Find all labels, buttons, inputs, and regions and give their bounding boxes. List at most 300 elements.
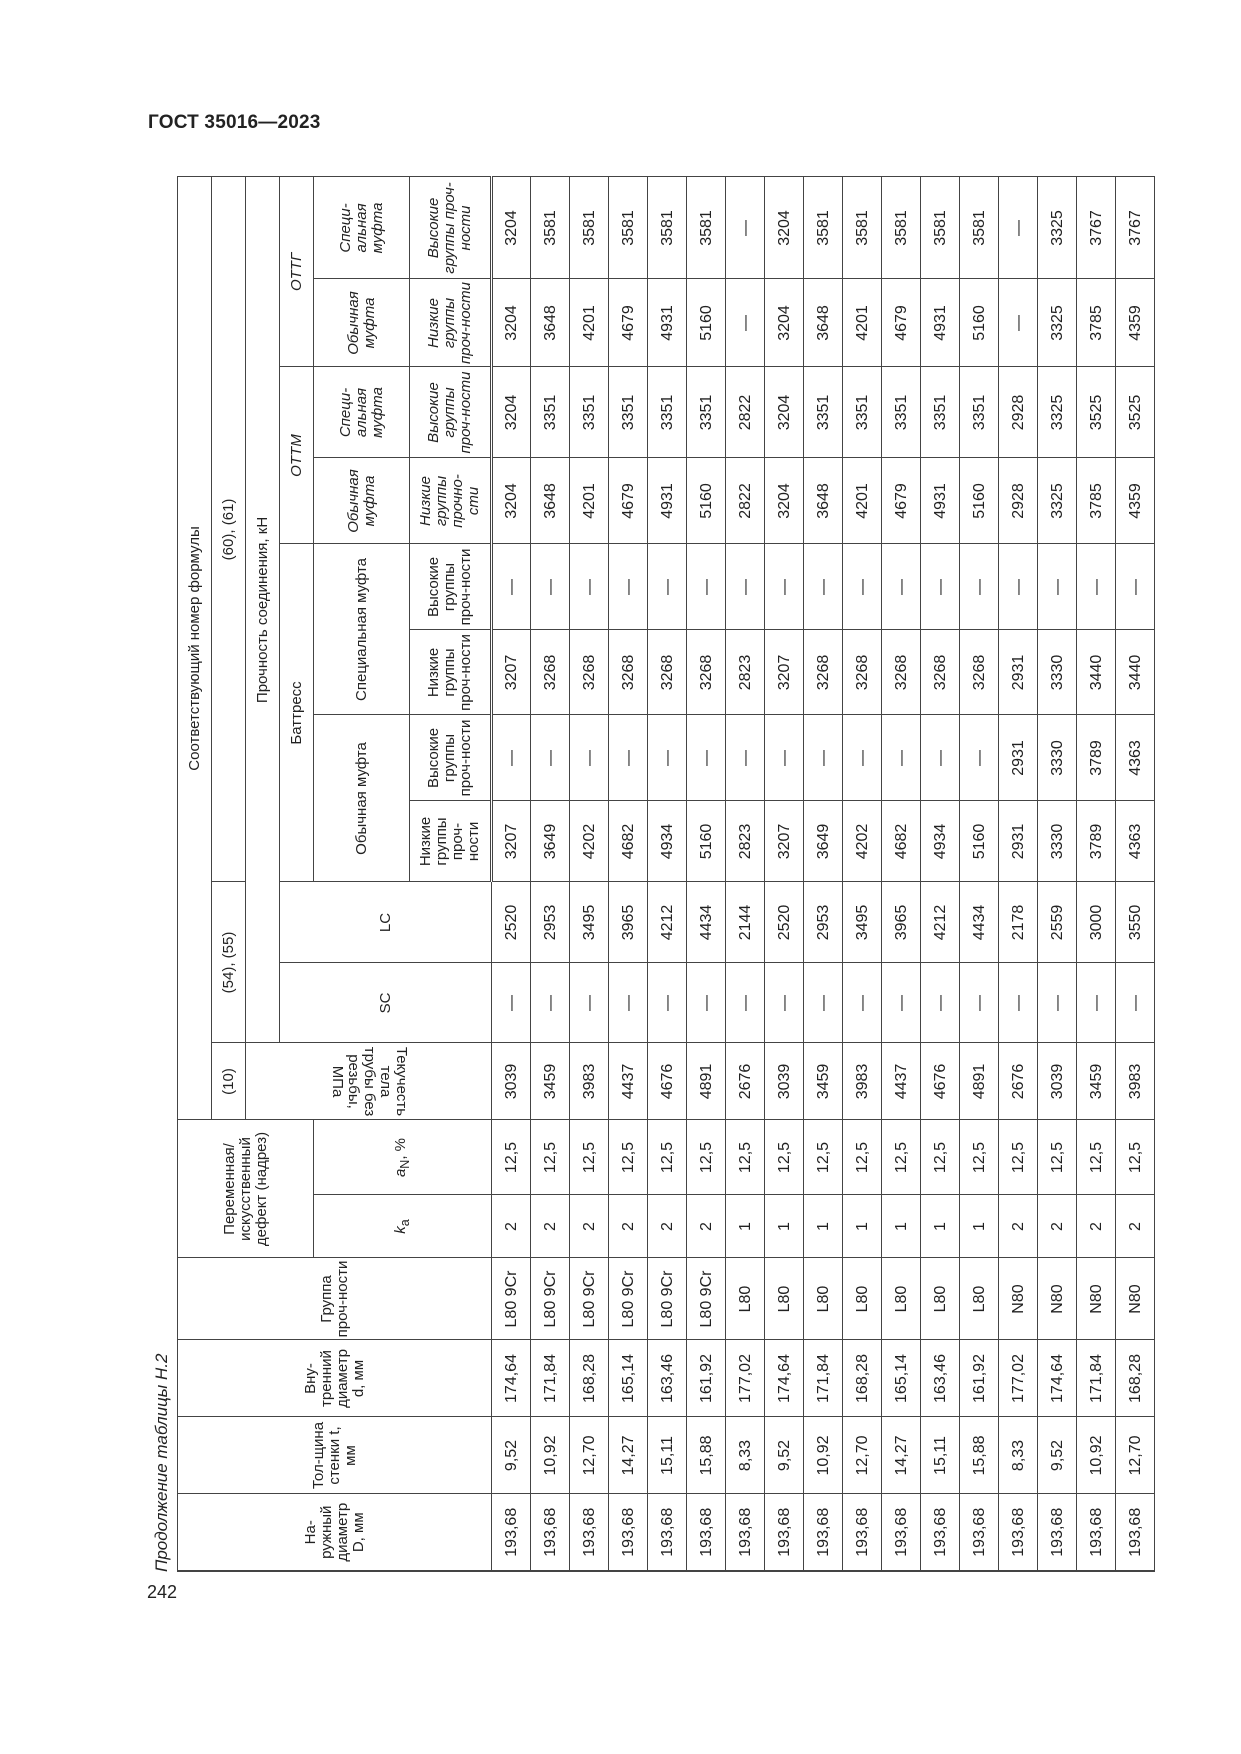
header-ottm-special: Специ-альная муфта xyxy=(314,367,410,458)
table-cell: 12,5 xyxy=(1038,1120,1077,1195)
table-cell: 193,68 xyxy=(882,1494,921,1571)
table-cell: 193,68 xyxy=(1116,1494,1155,1571)
table-cell: 165,14 xyxy=(882,1340,921,1417)
header-defect: Переменная/ искусственный дефект (надрез) xyxy=(178,1120,314,1258)
table-cell: 3581 xyxy=(921,177,960,279)
table-cell: L80 9Cr xyxy=(609,1258,648,1340)
table-cell: 2 xyxy=(531,1195,570,1258)
table-cell: 12,5 xyxy=(999,1120,1038,1195)
table-cell: — xyxy=(609,715,648,801)
table-cell: 193,68 xyxy=(765,1494,804,1571)
header-ottm: ОТТМ xyxy=(280,367,314,544)
table-cell: 2559 xyxy=(1038,882,1077,963)
table-cell: N80 xyxy=(999,1258,1038,1340)
table-cell: 12,5 xyxy=(726,1120,765,1195)
rotated-table-container xyxy=(177,178,1151,1572)
table-cell: 12,5 xyxy=(531,1120,570,1195)
table-cell: 2822 xyxy=(726,458,765,544)
table-cell: 2 xyxy=(648,1195,687,1258)
header-outer-diameter: На-ружный диаметр D, мм xyxy=(178,1494,492,1571)
table-cell: 3767 xyxy=(1077,177,1116,279)
table-row xyxy=(570,177,609,1571)
table-cell: 9,52 xyxy=(492,1417,531,1494)
table-cell: L80 xyxy=(804,1258,843,1340)
table-row xyxy=(804,177,843,1571)
table-cell: 3525 xyxy=(1116,367,1155,458)
table-cell: 4931 xyxy=(921,458,960,544)
header-high-groups: Высокие группы проч-ности xyxy=(410,177,492,279)
table-cell: 4891 xyxy=(960,1043,999,1120)
table-cell: 3351 xyxy=(609,367,648,458)
table-cell: — xyxy=(765,715,804,801)
table-cell: 2 xyxy=(609,1195,648,1258)
table-cell: 4201 xyxy=(843,458,882,544)
table-cell: 174,64 xyxy=(492,1340,531,1417)
table-cell: — xyxy=(804,544,843,630)
table-cell: 3351 xyxy=(882,367,921,458)
table-cell: 3649 xyxy=(531,801,570,882)
table-cell: 177,02 xyxy=(726,1340,765,1417)
table-cell: 4437 xyxy=(882,1043,921,1120)
table-cell: — xyxy=(726,544,765,630)
table-cell: 10,92 xyxy=(1077,1417,1116,1494)
table-cell: 3204 xyxy=(492,177,531,279)
table-cell: — xyxy=(882,544,921,630)
table-cell: — xyxy=(1116,544,1155,630)
table-cell: 9,52 xyxy=(1038,1417,1077,1494)
document-title: ГОСТ 35016—2023 xyxy=(148,112,321,133)
table-body xyxy=(492,177,1155,1571)
table-cell: 3495 xyxy=(843,882,882,963)
table-cell: 4363 xyxy=(1116,801,1155,882)
table-cell: 2928 xyxy=(999,367,1038,458)
table-cell: — xyxy=(843,544,882,630)
table-cell: 3351 xyxy=(648,367,687,458)
table-cell: 193,68 xyxy=(687,1494,726,1571)
table-cell: 193,68 xyxy=(843,1494,882,1571)
header-ottg: ОТТГ xyxy=(280,177,314,367)
table-cell: 2 xyxy=(1077,1195,1116,1258)
table-cell: 3785 xyxy=(1077,458,1116,544)
table-cell: 2953 xyxy=(531,882,570,963)
table-cell: 3459 xyxy=(531,1043,570,1120)
table-cell: — xyxy=(726,715,765,801)
table-cell: 3789 xyxy=(1077,801,1116,882)
table-cell: 12,5 xyxy=(921,1120,960,1195)
table-cell: 14,27 xyxy=(609,1417,648,1494)
table-cell: 3351 xyxy=(960,367,999,458)
table-cell: 3268 xyxy=(960,630,999,715)
table-cell: 5160 xyxy=(960,458,999,544)
table-cell: — xyxy=(609,963,648,1043)
table-cell: 3965 xyxy=(882,882,921,963)
table-cell: 168,28 xyxy=(570,1340,609,1417)
header-high-groups: Высокие группы проч-ности xyxy=(410,715,492,801)
table-cell: 2928 xyxy=(999,458,1038,544)
table-cell: 3351 xyxy=(921,367,960,458)
table-cell: 3550 xyxy=(1116,882,1155,963)
table-cell: 193,68 xyxy=(609,1494,648,1571)
table-cell: 8,33 xyxy=(726,1417,765,1494)
table-cell: 3581 xyxy=(687,177,726,279)
table-cell: 3351 xyxy=(843,367,882,458)
table-cell: 4359 xyxy=(1116,279,1155,367)
table-cell: 3325 xyxy=(1038,177,1077,279)
header-special-coupling: Специальная муфта xyxy=(314,544,410,715)
table-cell: 3000 xyxy=(1077,882,1116,963)
table-row xyxy=(648,177,687,1571)
table-cell: 193,68 xyxy=(648,1494,687,1571)
table-cell: 3440 xyxy=(1077,630,1116,715)
table-cell: 15,11 xyxy=(648,1417,687,1494)
table-cell: 163,46 xyxy=(648,1340,687,1417)
table-cell: — xyxy=(1077,963,1116,1043)
table-cell: 3204 xyxy=(492,458,531,544)
table-cell: — xyxy=(687,963,726,1043)
table-cell: 2520 xyxy=(765,882,804,963)
table-cell: 3268 xyxy=(687,630,726,715)
table-cell: 4434 xyxy=(687,882,726,963)
table-cell: 5160 xyxy=(960,279,999,367)
table-cell: 168,28 xyxy=(843,1340,882,1417)
table-cell: 3983 xyxy=(570,1043,609,1120)
table-cell: 3581 xyxy=(843,177,882,279)
table-cell: L80 9Cr xyxy=(687,1258,726,1340)
table-caption: Продолжение таблицы Н.2 xyxy=(152,1353,171,1572)
table-cell: 3330 xyxy=(1038,630,1077,715)
table-cell: 3204 xyxy=(765,177,804,279)
table-cell: — xyxy=(999,544,1038,630)
table-cell: 3581 xyxy=(570,177,609,279)
table-cell: 1 xyxy=(843,1195,882,1258)
table-cell: 3268 xyxy=(843,630,882,715)
table-cell: 4676 xyxy=(921,1043,960,1120)
header-ka: $k_a$ xyxy=(314,1195,492,1258)
table-cell: — xyxy=(492,544,531,630)
table-cell: L80 xyxy=(960,1258,999,1340)
table-cell: 4202 xyxy=(843,801,882,882)
table-cell: 9,52 xyxy=(765,1417,804,1494)
table-cell: 193,68 xyxy=(492,1494,531,1571)
table-cell: L80 9Cr xyxy=(570,1258,609,1340)
table-cell: 3581 xyxy=(804,177,843,279)
header-inner-diameter: Вну-тренний диаметр d, мм xyxy=(178,1340,492,1417)
table-cell: 177,02 xyxy=(999,1340,1038,1417)
table-cell: 3581 xyxy=(648,177,687,279)
table-cell: 1 xyxy=(882,1195,921,1258)
table-cell: 4676 xyxy=(648,1043,687,1120)
table-cell: 1 xyxy=(765,1195,804,1258)
table-cell: 12,5 xyxy=(1077,1120,1116,1195)
table-cell: 3268 xyxy=(882,630,921,715)
table-cell: 3351 xyxy=(804,367,843,458)
table-row xyxy=(999,177,1038,1571)
table-cell: — xyxy=(492,715,531,801)
table-cell: 3789 xyxy=(1077,715,1116,801)
table-cell: 4679 xyxy=(609,458,648,544)
table-cell: 193,68 xyxy=(570,1494,609,1571)
table-row xyxy=(609,177,648,1571)
table-cell: 2 xyxy=(492,1195,531,1258)
table-row xyxy=(1077,177,1116,1571)
table-cell: 2178 xyxy=(999,882,1038,963)
table-cell: L80 xyxy=(921,1258,960,1340)
table-cell: 5160 xyxy=(960,801,999,882)
table-cell: 3204 xyxy=(765,367,804,458)
table-cell: N80 xyxy=(1077,1258,1116,1340)
table-cell: 1 xyxy=(921,1195,960,1258)
table-row xyxy=(1116,177,1155,1571)
header-formula-number: Соответствующий номер формулы xyxy=(178,177,212,1120)
table-cell: 3268 xyxy=(531,630,570,715)
table-cell: 3204 xyxy=(492,279,531,367)
table-cell: 12,70 xyxy=(570,1417,609,1494)
page-number: 242 xyxy=(147,1582,178,1602)
table-cell: 3204 xyxy=(765,279,804,367)
table-cell: — xyxy=(804,963,843,1043)
table-cell: 3581 xyxy=(531,177,570,279)
table-cell: 3268 xyxy=(609,630,648,715)
table-cell: 4934 xyxy=(921,801,960,882)
table-cell: 12,5 xyxy=(843,1120,882,1195)
table-cell: — xyxy=(726,963,765,1043)
table-cell: 3207 xyxy=(492,801,531,882)
header-lc: LC xyxy=(280,882,492,963)
table-cell: 12,70 xyxy=(843,1417,882,1494)
header-low-groups: Низкие группы прочно-сти xyxy=(410,458,492,544)
table-cell: 4359 xyxy=(1116,458,1155,544)
header-ottg-regular: Обычная муфта xyxy=(314,279,410,367)
table-cell: — xyxy=(648,963,687,1043)
table-cell: 4931 xyxy=(648,458,687,544)
header-high-groups: Высокие группы проч-ности xyxy=(410,544,492,630)
table-row xyxy=(765,177,804,1571)
header-regular-coupling: Обычная муфта xyxy=(314,715,410,882)
table-cell: 2520 xyxy=(492,882,531,963)
table-cell: — xyxy=(1038,544,1077,630)
table-cell: — xyxy=(843,715,882,801)
table-cell: N80 xyxy=(1038,1258,1077,1340)
header-an: $a_N$, % xyxy=(314,1120,492,1195)
table-cell: 4682 xyxy=(609,801,648,882)
table-cell: 2144 xyxy=(726,882,765,963)
table-cell: 2953 xyxy=(804,882,843,963)
table-cell: 5160 xyxy=(687,458,726,544)
table-cell: 2823 xyxy=(726,801,765,882)
table-cell: 12,5 xyxy=(882,1120,921,1195)
table-cell: 4891 xyxy=(687,1043,726,1120)
table-cell: 12,5 xyxy=(492,1120,531,1195)
table-cell: — xyxy=(1077,544,1116,630)
table-cell: — xyxy=(687,715,726,801)
table-cell: — xyxy=(570,715,609,801)
table-cell: 3648 xyxy=(804,279,843,367)
table-cell: 193,68 xyxy=(999,1494,1038,1571)
table-cell: 2 xyxy=(570,1195,609,1258)
table-cell: 193,68 xyxy=(531,1494,570,1571)
table-cell: 161,92 xyxy=(960,1340,999,1417)
table-cell: 15,11 xyxy=(921,1417,960,1494)
table-cell: 15,88 xyxy=(960,1417,999,1494)
table-cell: 174,64 xyxy=(1038,1340,1077,1417)
table-cell: 3207 xyxy=(765,801,804,882)
table-cell: 12,70 xyxy=(1116,1417,1155,1494)
table-cell: 3767 xyxy=(1116,177,1155,279)
table-cell: — xyxy=(999,279,1038,367)
table-cell: 168,28 xyxy=(1116,1340,1155,1417)
table-cell: 4212 xyxy=(921,882,960,963)
header-low-groups: Низкие группы проч-ности xyxy=(410,801,492,882)
table-cell: 3459 xyxy=(804,1043,843,1120)
table-cell: — xyxy=(687,544,726,630)
header-sc: SC xyxy=(280,963,492,1043)
table-cell: L80 xyxy=(726,1258,765,1340)
table-cell: 3459 xyxy=(1077,1043,1116,1120)
table-cell: 4934 xyxy=(648,801,687,882)
table-cell: 3965 xyxy=(609,882,648,963)
table-cell: 4437 xyxy=(609,1043,648,1120)
table-cell: — xyxy=(765,963,804,1043)
table-cell: 4679 xyxy=(882,279,921,367)
table-cell: L80 xyxy=(843,1258,882,1340)
table-cell: 3495 xyxy=(570,882,609,963)
data-table xyxy=(177,176,1155,1572)
table-cell: 4931 xyxy=(648,279,687,367)
table-cell: 4682 xyxy=(882,801,921,882)
table-cell: — xyxy=(843,963,882,1043)
table-cell: — xyxy=(726,279,765,367)
table-cell: — xyxy=(999,177,1038,279)
table-row xyxy=(687,177,726,1571)
header-strength-group: Группа проч-ности xyxy=(178,1258,492,1340)
table-cell: — xyxy=(921,544,960,630)
table-cell: 193,68 xyxy=(960,1494,999,1571)
table-cell: 3351 xyxy=(531,367,570,458)
table-row xyxy=(843,177,882,1571)
table-cell: 3325 xyxy=(1038,367,1077,458)
table-cell: — xyxy=(531,963,570,1043)
table-cell: 4931 xyxy=(921,279,960,367)
table-row xyxy=(882,177,921,1571)
table-row xyxy=(1038,177,1077,1571)
table-cell: 3440 xyxy=(1116,630,1155,715)
table-cell: 4202 xyxy=(570,801,609,882)
header-wall-thickness: Тол-щина стенки t, мм xyxy=(178,1417,492,1494)
table-cell: 3207 xyxy=(765,630,804,715)
table-cell: 3648 xyxy=(531,458,570,544)
table-cell: 15,88 xyxy=(687,1417,726,1494)
table-cell: — xyxy=(570,963,609,1043)
table-row xyxy=(492,177,531,1571)
table-cell: 3785 xyxy=(1077,279,1116,367)
table-cell: 12,5 xyxy=(804,1120,843,1195)
table-cell: 2931 xyxy=(999,801,1038,882)
table-cell: — xyxy=(882,963,921,1043)
table-row xyxy=(531,177,570,1571)
table-cell: 3983 xyxy=(1116,1043,1155,1120)
header-ottg-special: Специ-альная муфта xyxy=(314,177,410,279)
header-formula-10: (10) xyxy=(212,1043,246,1120)
table-cell: 3581 xyxy=(960,177,999,279)
table-cell: 3039 xyxy=(1038,1043,1077,1120)
table-cell: 10,92 xyxy=(531,1417,570,1494)
table-cell: — xyxy=(960,715,999,801)
table-cell: 4679 xyxy=(609,279,648,367)
table-cell: 5160 xyxy=(687,279,726,367)
table-cell: 8,33 xyxy=(999,1417,1038,1494)
table-cell: 193,68 xyxy=(804,1494,843,1571)
table-cell: — xyxy=(960,963,999,1043)
table-cell: 3983 xyxy=(843,1043,882,1120)
table-cell: 12,5 xyxy=(1116,1120,1155,1195)
table-cell: 163,46 xyxy=(921,1340,960,1417)
table-cell: 4201 xyxy=(843,279,882,367)
table-cell: 14,27 xyxy=(882,1417,921,1494)
table-cell: 12,5 xyxy=(648,1120,687,1195)
table-cell: — xyxy=(609,544,648,630)
table-cell: L80 9Cr xyxy=(531,1258,570,1340)
table-cell: 3525 xyxy=(1077,367,1116,458)
table-cell: 2823 xyxy=(726,630,765,715)
header-ottm-regular: Обычная муфта xyxy=(314,458,410,544)
table-cell: L80 xyxy=(765,1258,804,1340)
table-cell: 3649 xyxy=(804,801,843,882)
table-cell: 171,84 xyxy=(1077,1340,1116,1417)
table-cell: 3581 xyxy=(882,177,921,279)
table-cell: 3330 xyxy=(1038,715,1077,801)
table-cell: 3204 xyxy=(765,458,804,544)
table-cell: — xyxy=(726,177,765,279)
table-cell: 4434 xyxy=(960,882,999,963)
table-cell: 4679 xyxy=(882,458,921,544)
table-cell: 3039 xyxy=(765,1043,804,1120)
table-cell: 1 xyxy=(804,1195,843,1258)
table-cell: — xyxy=(765,544,804,630)
table-cell: 3351 xyxy=(570,367,609,458)
table-cell: — xyxy=(1116,963,1155,1043)
table-row xyxy=(921,177,960,1571)
table-cell: 10,92 xyxy=(804,1417,843,1494)
table-cell: 2 xyxy=(1116,1195,1155,1258)
table-row xyxy=(726,177,765,1571)
table-cell: L80 9Cr xyxy=(648,1258,687,1340)
table-cell: — xyxy=(1038,963,1077,1043)
table-cell: 171,84 xyxy=(531,1340,570,1417)
table-cell: 3325 xyxy=(1038,279,1077,367)
table-cell: 193,68 xyxy=(726,1494,765,1571)
table-cell: 3268 xyxy=(648,630,687,715)
header-high-groups: Высокие группы проч-ности xyxy=(410,367,492,458)
table-cell: 3268 xyxy=(804,630,843,715)
table-cell: 1 xyxy=(726,1195,765,1258)
table-row xyxy=(960,177,999,1571)
header-yield-strength: Текучесть тела трубы без резьбы, МПа xyxy=(246,1043,492,1120)
table-cell: 4212 xyxy=(648,882,687,963)
table-cell: 2676 xyxy=(999,1043,1038,1120)
table-cell: 2931 xyxy=(999,715,1038,801)
table-cell: 12,5 xyxy=(687,1120,726,1195)
table-cell: — xyxy=(960,544,999,630)
header-connection-strength: Прочность соединения, кН xyxy=(246,177,280,1043)
table-cell: 2822 xyxy=(726,367,765,458)
table-cell: 3648 xyxy=(804,458,843,544)
table-cell: — xyxy=(531,715,570,801)
table-cell: — xyxy=(921,715,960,801)
header-formula-60-61: (60), (61) xyxy=(212,177,246,882)
table-cell: — xyxy=(648,544,687,630)
header-buttress: Баттресс xyxy=(280,544,314,882)
table-cell: 12,5 xyxy=(765,1120,804,1195)
